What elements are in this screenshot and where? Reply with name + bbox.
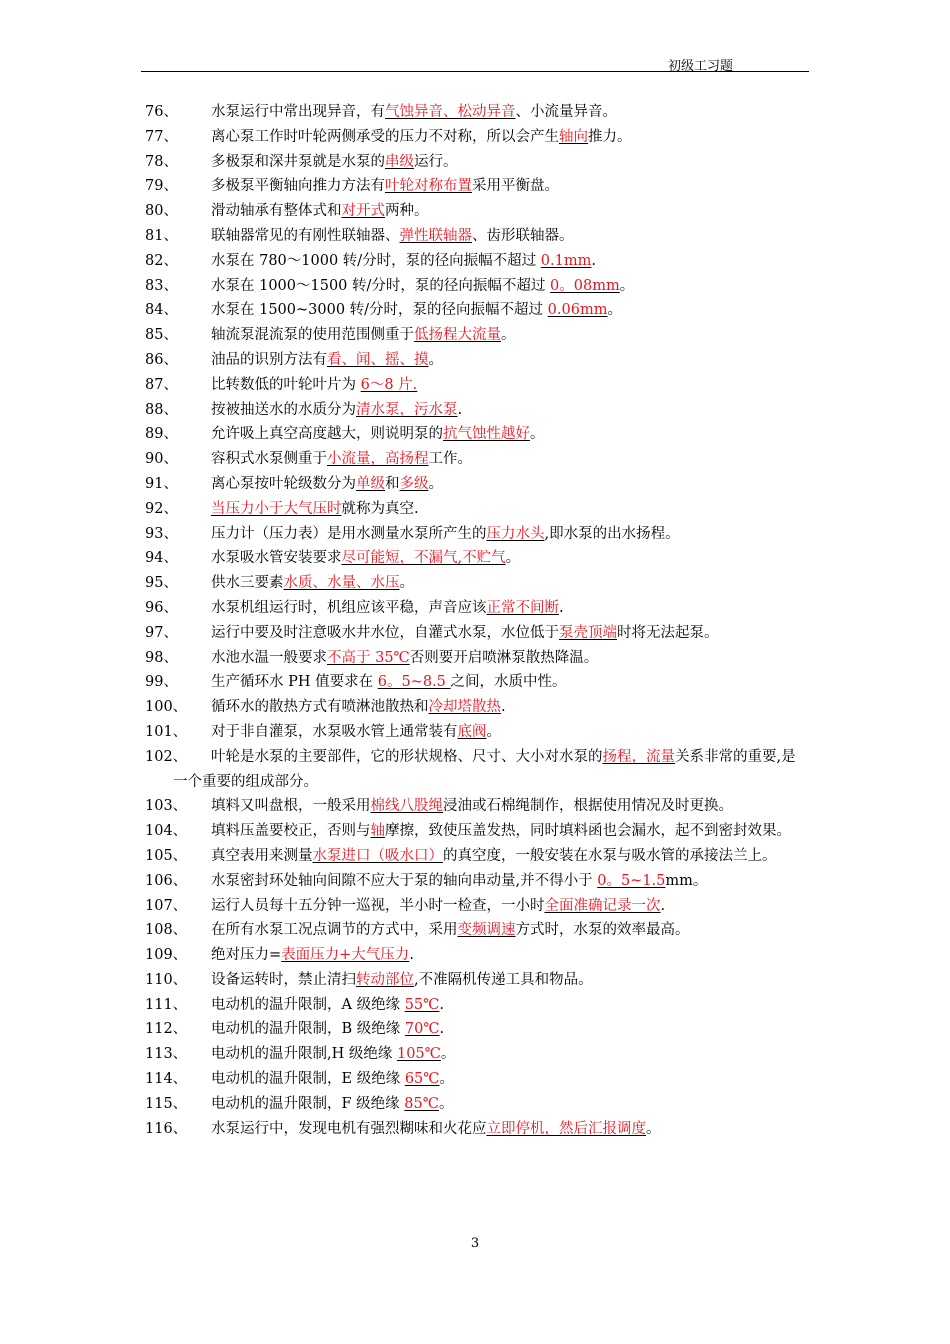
question-text (145, 472, 810, 497)
question-item (145, 100, 810, 125)
question-fragment: 滑动轴承有整体式和 (211, 203, 342, 220)
question-text (145, 224, 810, 249)
question-item (145, 1117, 810, 1142)
question-item (145, 249, 810, 274)
question-fragment: 运行中要及时注意吸水井水位，自灌式水泵，水位低于 (211, 624, 559, 641)
answer-text: 0。5~1.5 (597, 872, 666, 889)
question-item (145, 819, 810, 844)
question-text (145, 844, 810, 869)
question-text (145, 745, 810, 795)
question-fragment: 设备运转时，禁止清扫 (211, 971, 356, 988)
question-text (145, 422, 810, 447)
question-text (145, 1042, 810, 1067)
answer-text: 小流量，高扬程 (327, 451, 429, 468)
question-item (145, 968, 810, 993)
answer-text: 轴向 (559, 128, 588, 145)
question-fragment: 。 (501, 327, 516, 344)
question-fragment: 浸油或石棉绳制作，根据使用情况及时更换。 (443, 798, 733, 815)
question-fragment: 。 (505, 550, 521, 567)
question-fragment: 。 (438, 1095, 454, 1112)
question-number: 95、 (145, 575, 178, 592)
question-fragment: 、齿形联轴器。 (472, 227, 574, 244)
answer-text: 0.06mm (547, 302, 608, 319)
question-number: 115、 (145, 1095, 188, 1112)
question-number: 96、 (145, 599, 178, 616)
question-fragment: 填料压盖要校正，否则与 (211, 823, 371, 840)
question-item (145, 174, 810, 199)
question-fragment: 。 (486, 723, 501, 740)
answer-text: 抗气蚀性越好 (443, 426, 530, 443)
question-item (145, 298, 810, 323)
question-item (145, 497, 810, 522)
question-fragment: . (439, 1021, 445, 1038)
answer-text: 0。08mm (550, 277, 620, 294)
question-fragment: 水泵在 780～1000 转/分时，泵的径向振幅不超过 (211, 252, 541, 269)
answer-text: 气蚀异音、松动异音 (385, 104, 516, 120)
question-fragment: 循环水的散热方式有喷淋池散热和 (211, 699, 429, 716)
question-fragment: 。 (399, 575, 414, 592)
question-fragment: 关系非常的重要,是一个重要的组成部分。 (173, 748, 796, 790)
question-fragment: 联轴器常见的有刚性联轴器、 (211, 227, 400, 244)
question-item (145, 695, 810, 720)
question-text (145, 100, 810, 125)
question-text (145, 150, 810, 175)
question-fragment: 电动机的温升限制，B 级绝缘 (211, 1021, 405, 1038)
answer-text: 看、闻、摇、摸 (327, 351, 429, 368)
question-text (145, 968, 810, 993)
question-text (145, 943, 810, 968)
question-fragment: 的真空度，一般安装在水泵与吸水管的承接法兰上。 (443, 847, 777, 864)
question-number: 78、 (145, 153, 178, 170)
question-item (145, 1092, 810, 1117)
question-fragment: 采用平衡盘。 (472, 178, 559, 195)
question-number: 84、 (145, 302, 178, 319)
question-number: 114、 (145, 1071, 188, 1088)
question-fragment: 。 (646, 1120, 661, 1137)
question-text (145, 894, 810, 919)
question-fragment: 。 (619, 277, 635, 294)
question-number: 101、 (145, 723, 188, 740)
answer-text: 单级 (356, 475, 385, 492)
answer-text: 水质、水量、水压 (283, 575, 400, 592)
question-item (145, 670, 810, 695)
question-number: 86、 (145, 351, 178, 368)
question-fragment: 。 (439, 1071, 454, 1088)
answer-text: 6～8 片. (360, 376, 418, 393)
answer-text: 0.1mm (540, 252, 592, 269)
question-number: 88、 (145, 401, 178, 418)
question-number: 109、 (145, 947, 188, 964)
answer-text: 55℃ (404, 996, 440, 1013)
question-fragment: 就称为真空. (341, 500, 419, 517)
question-text (145, 670, 810, 695)
answer-text: 转动部位 (356, 971, 414, 988)
question-fragment: 绝对压力= (211, 947, 282, 964)
answer-text: 轴 (370, 823, 385, 840)
question-number: 83、 (145, 277, 178, 294)
question-fragment: 比转数低的叶轮叶片为 (211, 376, 361, 393)
question-fragment: 。 (428, 351, 443, 368)
answer-text: 105℃ (396, 1046, 441, 1063)
answer-text: 表面压力+大气压力 (281, 947, 410, 964)
answer-text: 低扬程大流量 (414, 327, 501, 344)
question-fragment: 离心泵工作时叶轮两侧承受的压力不对称，所以会产生 (211, 128, 559, 145)
question-fragment: 水池水温一般要求 (211, 649, 327, 666)
question-text (145, 1117, 810, 1142)
question-item (145, 720, 810, 745)
question-text (145, 1017, 810, 1042)
question-fragment: . (559, 599, 564, 616)
question-fragment: 填料又叫盘根，一般采用 (211, 798, 371, 815)
answer-text: 尽可能短，不漏气,不贮气 (341, 550, 506, 567)
question-item (145, 894, 810, 919)
question-list (145, 100, 810, 1141)
question-fragment: 时将无法起泵。 (617, 624, 719, 641)
question-text (145, 571, 810, 596)
question-number: 76、 (145, 104, 178, 120)
question-item (145, 1017, 810, 1042)
question-text (145, 819, 810, 844)
question-item (145, 199, 810, 224)
question-item (145, 472, 810, 497)
question-fragment: 水泵机组运行时，机组应该平稳，声音应该 (211, 599, 487, 616)
question-fragment: 油品的识别方法有 (211, 351, 327, 368)
question-text (145, 497, 810, 522)
question-number: 97、 (145, 624, 178, 641)
question-number: 107、 (145, 897, 188, 914)
question-fragment: 生产循环水 PH 值要求在 (211, 674, 378, 691)
question-fragment: 否则要开启喷淋泵散热降温。 (409, 649, 599, 666)
question-text (145, 646, 810, 671)
question-number: 98、 (145, 649, 178, 666)
question-text (145, 993, 810, 1018)
question-fragment: 。 (440, 1046, 456, 1063)
question-number: 85、 (145, 327, 178, 344)
question-text (145, 621, 810, 646)
question-fragment: . (660, 897, 666, 914)
question-number: 104、 (145, 823, 188, 840)
question-number: 105、 (145, 847, 188, 864)
question-fragment: 多极泵和深井泵就是水泵的 (211, 153, 385, 170)
question-fragment: 水泵在 1000～1500 转/分时，泵的径向振幅不超过 (211, 277, 551, 294)
header-rule (141, 71, 809, 72)
question-fragment: 水泵运行中常出现异音，有 (211, 104, 385, 120)
question-fragment: 方式时，水泵的效率最高。 (515, 922, 690, 939)
question-fragment: 离心泵按叶轮级数分为 (211, 475, 356, 492)
answer-text: 底阀 (457, 723, 487, 740)
question-fragment: 电动机的温升限制,H 级绝缘 (211, 1046, 397, 1063)
question-number: 102、 (145, 748, 188, 765)
question-fragment: 两种。 (385, 203, 429, 220)
question-text (145, 918, 810, 943)
answer-text: 水泵进口（吸水口） (312, 847, 443, 864)
question-fragment: . (457, 401, 463, 418)
question-fragment: 之间，水质中性。 (450, 674, 567, 691)
question-item (145, 1067, 810, 1092)
question-number: 108、 (145, 922, 188, 939)
question-item (145, 398, 810, 423)
question-text (145, 695, 810, 720)
answer-text: 扬程，流量 (602, 748, 675, 765)
question-number: 111、 (145, 996, 188, 1013)
question-number: 91、 (145, 475, 178, 492)
question-number: 87、 (145, 376, 178, 393)
question-text (145, 720, 810, 745)
question-fragment: ,不准隔机传递工具和物品。 (414, 971, 593, 988)
question-number: 100、 (145, 699, 188, 716)
answer-text: 不高于 35℃ (327, 649, 410, 666)
question-item (145, 869, 810, 894)
question-text (145, 323, 810, 348)
question-number: 106、 (145, 872, 188, 889)
question-item (145, 348, 810, 373)
answer-text: 变频调速 (457, 922, 516, 939)
question-fragment: 压力计（压力表）是用水测量水泵所产生的 (211, 525, 487, 542)
answer-text: 压力水头 (486, 525, 545, 542)
page-header-title: 初级工习题 (667, 59, 733, 74)
question-fragment: 轴流泵混流泵的使用范围侧重于 (211, 327, 414, 344)
question-fragment: 工作。 (428, 451, 472, 468)
question-fragment: 叶轮是水泵的主要部件，它的形状规格、尺寸、大小对水泵的 (211, 748, 603, 765)
question-text (145, 199, 810, 224)
question-text (145, 522, 810, 547)
question-fragment: . (591, 252, 596, 269)
answer-text: 全面准确记录一次 (544, 897, 661, 914)
answer-text: 叶轮对称布置 (385, 178, 472, 195)
question-number: 79、 (145, 178, 178, 195)
question-item (145, 794, 810, 819)
question-text (145, 869, 810, 894)
question-fragment: 在所有水泵工况点调节的方式中，采用 (211, 922, 458, 939)
question-fragment: 真空表用来测量 (211, 847, 313, 864)
question-text (145, 596, 810, 621)
answer-text: 冷却塔散热 (428, 699, 501, 716)
answer-text: 6。5~8.5 (377, 674, 451, 691)
answer-text: 对开式 (341, 203, 385, 220)
question-text (145, 125, 810, 150)
question-number: 113、 (145, 1046, 188, 1063)
question-text (145, 348, 810, 373)
question-fragment: 水泵密封环处轴向间隙不应大于泵的轴向串动量,并不得小于 (211, 872, 598, 889)
question-fragment: . (439, 996, 444, 1013)
question-number: 116、 (145, 1120, 188, 1137)
question-fragment: 。 (607, 302, 622, 319)
question-fragment: 运行。 (414, 153, 458, 170)
question-fragment: . (501, 699, 506, 716)
answer-text: 70℃ (404, 1021, 440, 1038)
answer-text: 清水泵，污水泵 (356, 401, 458, 418)
question-fragment: 容积式水泵侧重于 (211, 451, 327, 468)
question-number: 103、 (145, 798, 188, 815)
question-text (145, 373, 810, 398)
question-number: 77、 (145, 128, 178, 145)
question-item (145, 918, 810, 943)
question-item (145, 596, 810, 621)
answer-text: 正常不间断 (486, 599, 559, 616)
question-fragment: 电动机的温升限制，E 级绝缘 (211, 1071, 405, 1088)
question-item (145, 943, 810, 968)
question-number: 110、 (145, 971, 188, 988)
question-text (145, 398, 810, 423)
question-item (145, 621, 810, 646)
question-item (145, 274, 810, 299)
question-number: 80、 (145, 203, 178, 220)
question-number: 99、 (145, 674, 178, 691)
answer-text: 65℃ (404, 1071, 440, 1088)
question-number: 82、 (145, 252, 178, 269)
question-fragment: 电动机的温升限制，A 级绝缘 (211, 996, 405, 1013)
page-number: 3 (470, 1236, 480, 1251)
question-number: 93、 (145, 525, 178, 542)
question-number: 94、 (145, 550, 178, 567)
question-number: 92、 (145, 500, 178, 517)
question-fragment: 运行人员每十五分钟一巡视，半小时一检查，一小时 (211, 897, 545, 914)
question-number: 112、 (145, 1021, 188, 1038)
question-fragment: 对于非自灌泵，水泵吸水管上通常装有 (211, 723, 458, 740)
answer-text: 多级 (399, 475, 429, 492)
question-number: 90、 (145, 451, 178, 468)
question-text (145, 546, 810, 571)
question-item (145, 224, 810, 249)
answer-text: 棉线八股绳 (370, 798, 443, 815)
question-fragment: mm。 (665, 872, 708, 889)
question-fragment: 推力。 (588, 128, 632, 145)
question-text (145, 794, 810, 819)
question-fragment: 多极泵平衡轴向推力方法有 (211, 178, 385, 195)
question-item (145, 447, 810, 472)
question-fragment: 电动机的温升限制，F 级绝缘 (211, 1095, 405, 1112)
question-item (145, 522, 810, 547)
question-text (145, 274, 810, 299)
question-item (145, 745, 810, 795)
question-item (145, 125, 810, 150)
answer-text: 当压力小于大气压时 (211, 500, 342, 517)
question-text (145, 447, 810, 472)
question-fragment: ,即水泵的出水扬程。 (544, 525, 680, 542)
question-fragment: 水泵在 1500~3000 转/分时，泵的径向振幅不超过 (211, 302, 548, 319)
answer-text: 85℃ (404, 1095, 439, 1112)
question-fragment: . (409, 947, 414, 964)
question-item (145, 150, 810, 175)
question-text (145, 1092, 810, 1117)
answer-text: 串级 (385, 153, 414, 170)
question-fragment: 按被抽送水的水质分为 (211, 401, 356, 418)
question-fragment: 供水三要素 (211, 575, 284, 592)
answer-text: 泵壳顶端 (559, 624, 617, 641)
question-item (145, 993, 810, 1018)
question-item (145, 422, 810, 447)
question-text (145, 1067, 810, 1092)
question-fragment: 和 (385, 475, 400, 492)
question-fragment: 、小流量异音。 (515, 104, 617, 120)
question-item (145, 1042, 810, 1067)
question-item (145, 546, 810, 571)
question-fragment: 。 (428, 475, 443, 492)
question-item (145, 373, 810, 398)
question-text (145, 298, 810, 323)
question-fragment: 水泵运行中，发现电机有强烈糊味和火花应 (211, 1120, 487, 1137)
question-text (145, 249, 810, 274)
question-fragment: 允许吸上真空高度越大，则说明泵的 (211, 426, 443, 443)
question-fragment: 摩擦，致使压盖发热，同时填料函也会漏水，起不到密封效果。 (385, 823, 791, 840)
question-number: 81、 (145, 227, 178, 244)
question-item (145, 571, 810, 596)
question-item (145, 844, 810, 869)
question-item (145, 646, 810, 671)
question-text (145, 174, 810, 199)
answer-text: 立即停机，然后汇报调度 (486, 1120, 646, 1137)
question-item (145, 323, 810, 348)
question-fragment: 。 (530, 426, 545, 443)
question-number: 89、 (145, 426, 178, 443)
question-fragment: 水泵吸水管安装要求 (211, 550, 342, 567)
answer-text: 弹性联轴器 (399, 227, 472, 244)
